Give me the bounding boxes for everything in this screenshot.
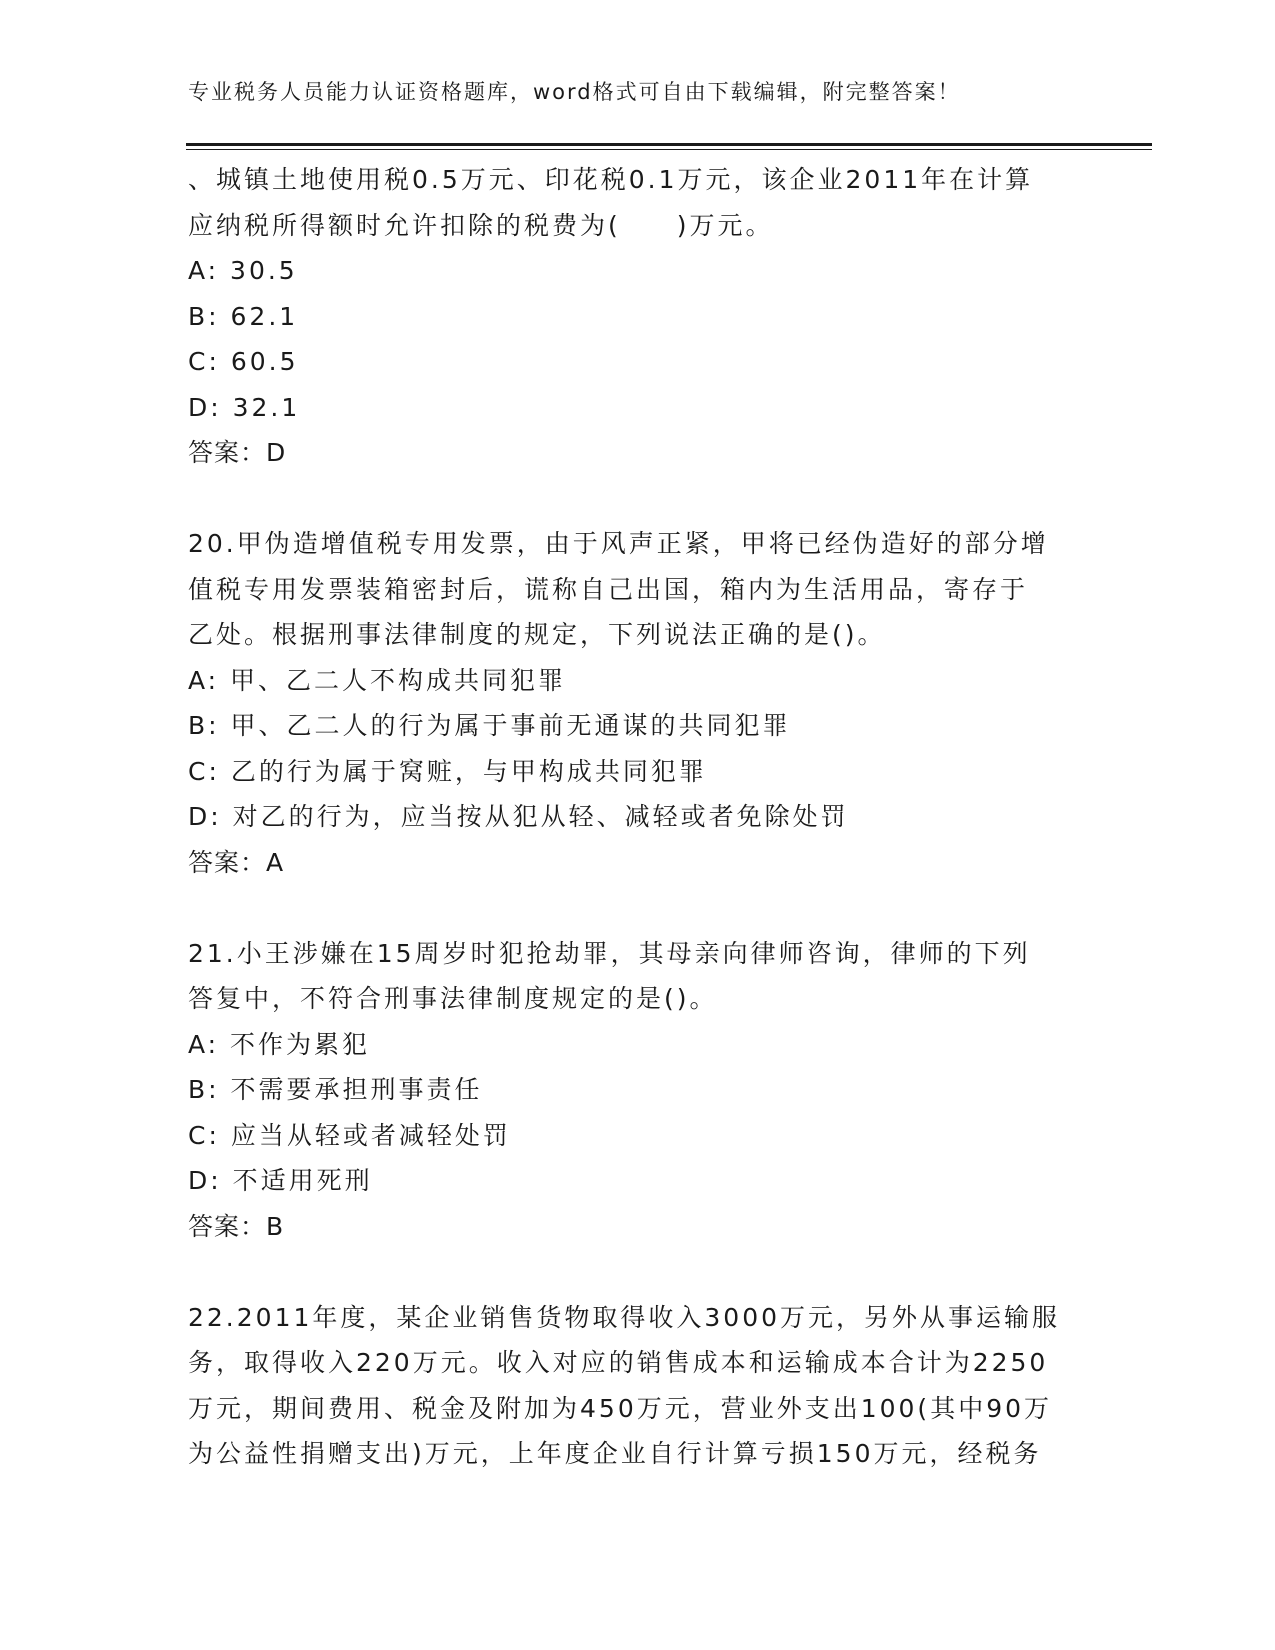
header-rule-thin (186, 149, 1152, 150)
option-c: C: 乙的行为属于窝赃，与甲构成共同犯罪 (188, 756, 707, 786)
question-text-line: 答复中，不符合刑事法律制度规定的是()。 (188, 984, 718, 1013)
question-block (188, 521, 1088, 885)
spacer (188, 1249, 1088, 1295)
spacer (188, 885, 1088, 931)
option-b: B: 62.1 (188, 301, 299, 331)
question-block (188, 157, 1088, 476)
option-a: A: 甲、乙二人不构成共同犯罪 (188, 665, 567, 695)
option-d: D: 对乙的行为，应当按从犯从轻、减轻或者免除处罚 (188, 802, 849, 831)
question-text-line: 为公益性捐赠支出)万元，上年度企业自行计算亏损150万元，经税务 (188, 1439, 1042, 1468)
question-text-line: 乙处。根据刑事法律制度的规定，下列说法正确的是()。 (188, 620, 886, 649)
answer-line: 答案：B (188, 1211, 285, 1241)
answer-line: 答案：A (188, 847, 285, 877)
question-text-line: 应纳税所得额时允许扣除的税费为( )万元。 (188, 210, 774, 240)
header-rule-thick (186, 143, 1152, 146)
option-c: C: 应当从轻或者减轻处罚 (188, 1120, 511, 1150)
question-text-line: 22.2011年度，某企业销售货物取得收入3000万元，另外从事运输服 (188, 1302, 1061, 1332)
page-header: 专业税务人员能力认证资格题库，word格式可自由下载编辑，附完整答案！ (188, 80, 961, 104)
answer-line: 答案：D (188, 438, 287, 467)
option-c: C: 60.5 (188, 347, 299, 376)
option-d: D: 不适用死刑 (188, 1166, 373, 1195)
question-text-line: 、城镇土地使用税0.5万元、印花税0.1万元，该企业2011年在计算 (188, 165, 1034, 194)
question-text-line: 21.小王涉嫌在15周岁时犯抢劫罪，其母亲向律师咨询，律师的下列 (188, 938, 1031, 968)
option-a: A: 不作为累犯 (188, 1029, 371, 1059)
spacer (188, 476, 1088, 522)
question-text-line: 务，取得收入220万元。收入对应的销售成本和运输成本合计为2250 (188, 1348, 1049, 1377)
question-text-line: 值税专用发票装箱密封后，谎称自己出国，箱内为生活用品，寄存于 (188, 574, 1029, 604)
question-block (188, 1295, 1088, 1477)
question-block (188, 931, 1088, 1250)
option-d: D: 32.1 (188, 392, 301, 422)
question-list (188, 157, 1088, 1477)
question-text-line: 万元，期间费用、税金及附加为450万元，营业外支出100(其中90万 (188, 1393, 1053, 1423)
question-text-line: 20.甲伪造增值税专用发票，由于风声正紧，甲将已经伪造好的部分增 (188, 529, 1049, 558)
option-b: B: 甲、乙二人的行为属于事前无通谋的共同犯罪 (188, 711, 791, 740)
option-a: A: 30.5 (188, 256, 298, 285)
option-b: B: 不需要承担刑事责任 (188, 1075, 483, 1104)
